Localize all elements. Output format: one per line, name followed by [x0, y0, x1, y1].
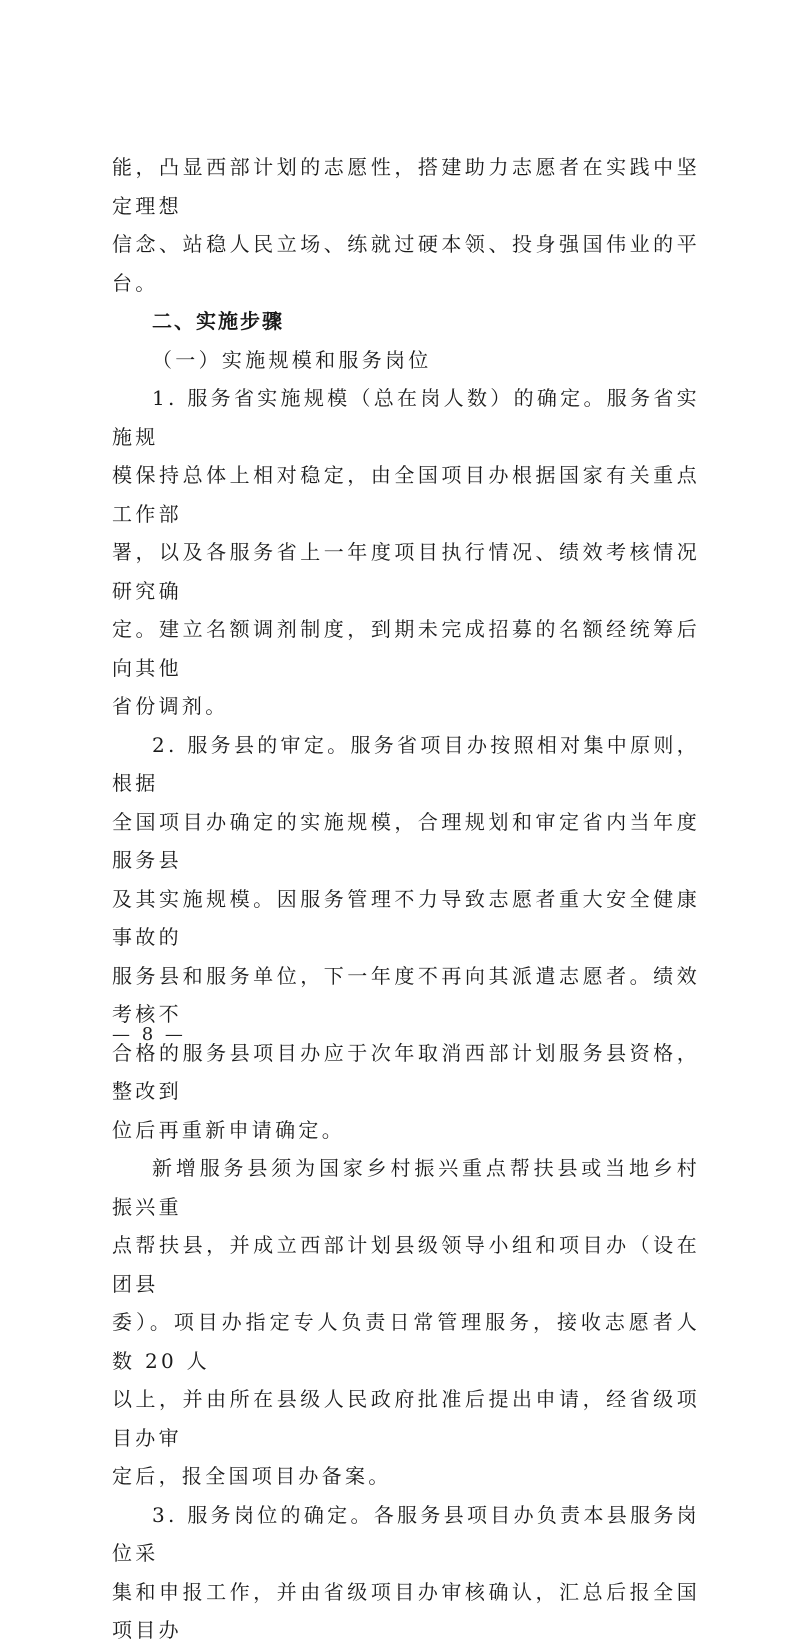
text-line: 模保持总体上相对稳定，由全国项目办根据国家有关重点工作部: [112, 463, 700, 526]
text-line: 点帮扶县，并成立西部计划县级领导小组和项目办（设在团县: [112, 1233, 700, 1296]
paragraph-scale: [112, 379, 700, 726]
paragraph-intro-continued: [112, 148, 700, 302]
text-line: 委）。项目办指定专人负责日常管理服务，接收志愿者人数 20 人: [112, 1310, 700, 1373]
text-line: 集和申报工作，并由省级项目办审核确认，汇总后报全国项目办: [112, 1579, 700, 1642]
text-line: 定。建立名额调剂制度，到期未完成招募的名额经统筹后向其他: [112, 617, 700, 680]
text-line: 2. 服务县的审定。服务省项目办按照相对集中原则，根据: [112, 732, 700, 795]
text-line: 3. 服务岗位的确定。各服务县项目办负责本县服务岗位采: [112, 1502, 700, 1565]
paragraph-new-county: [112, 1149, 700, 1496]
sub-heading: （一）实施规模和服务岗位: [152, 347, 432, 372]
paragraph-county-approval: [112, 726, 700, 1150]
text-line: 新增服务县须为国家乡村振兴重点帮扶县或当地乡村振兴重: [112, 1156, 700, 1219]
text-line: 定后，报全国项目办备案。: [112, 1464, 392, 1488]
text-line: 服务县和服务单位，下一年度不再向其派遣志愿者。绩效考核不: [112, 963, 700, 1026]
text-line: 能，凸显西部计划的志愿性，搭建助力志愿者在实践中坚定理想: [112, 155, 700, 218]
paragraph-service-posts: [112, 1496, 700, 1650]
page-number: — 8 —: [112, 1024, 186, 1045]
text-line: 1. 服务省实施规模（总在岗人数）的确定。服务省实施规: [112, 386, 700, 449]
body-text: [112, 148, 700, 1650]
text-line: 署，以及各服务省上一年度项目执行情况、绩效考核情况研究确: [112, 540, 700, 603]
section-heading: 二、实施步骤: [152, 309, 284, 333]
text-line: 合格的服务县项目办应于次年取消西部计划服务县资格，整改到: [112, 1040, 700, 1103]
text-line: 以上，并由所在县级人民政府批准后提出申请，经省级项目办审: [112, 1387, 700, 1450]
text-line: 信念、站稳人民立场、练就过硬本领、投身强国伟业的平台。: [112, 232, 700, 295]
text-line: 位后再重新申请确定。: [112, 1117, 345, 1142]
text-line: 及其实施规模。因服务管理不力导致志愿者重大安全健康事故的: [112, 886, 700, 949]
text-line: 全国项目办确定的实施规模，合理规划和审定省内当年度服务县: [112, 809, 700, 872]
text-line: 省份调剂。: [112, 694, 229, 718]
